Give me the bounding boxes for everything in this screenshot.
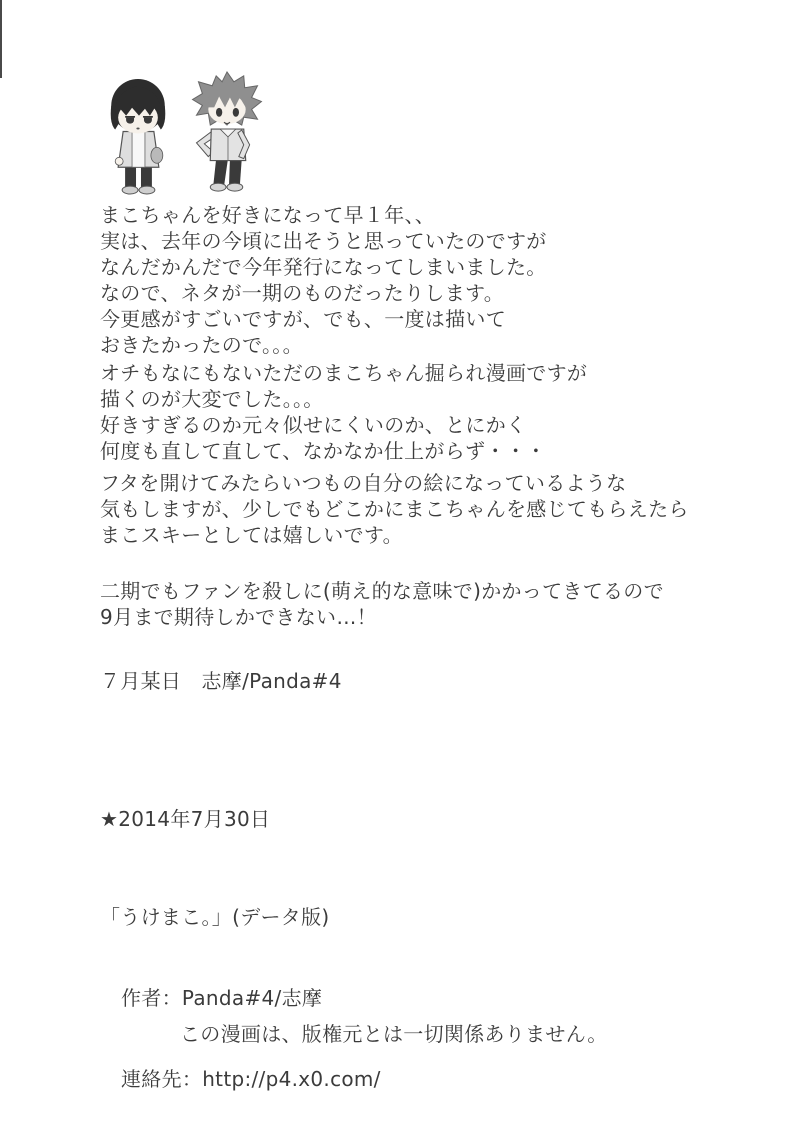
chibi-spiky-haired-character [182, 68, 272, 196]
text-line: まこちゃんを好きになって早１年、、 [100, 203, 436, 227]
booklet-title: 「うけまこ。」(データ版) [100, 905, 330, 929]
text-line: おきたかったので。。。 [100, 333, 303, 357]
text-line: 二期でもファンを殺しに(萌え的な意味で)かかってきてるので [100, 579, 664, 603]
text-line: 好きすぎるのか元々似せにくいのか、とにかく [100, 413, 527, 437]
text-line: 何度も直して直して、なかなか仕上がらず・・・ [100, 439, 547, 463]
text-line: 9月まで期待しかできない…！ [100, 605, 377, 629]
scan-artifact-line [0, 0, 2, 78]
text-line: フタを開けてみたらいつもの自分の絵になっているような [100, 471, 627, 495]
text-line: 気もしますが、少しでもどこかにまこちゃんを感じてもらえたら [100, 497, 689, 521]
colophon-block [100, 850, 381, 1130]
text-line: 今更感がすごいですが、でも、一度は描いて [100, 307, 506, 331]
text-line: 実は、去年の今頃に出そうと思っていたのですが [100, 229, 547, 253]
text-line: まこスキーとしては嬉しいです。 [100, 523, 403, 547]
signature-line: ７月某日 志摩/Panda#4 [100, 669, 342, 693]
afterword-paragraph-2 [100, 360, 587, 464]
text-line: なので、ネタが一期のものだったりします。 [100, 281, 504, 305]
contact-line: 連絡先：http://p4.x0.com/ [121, 1067, 381, 1091]
disclaimer-line: この漫画は、版権元とは一切関係ありません。 [180, 1022, 608, 1046]
afterword-paragraph-1 [100, 202, 547, 358]
text-line: 描くのが大変でした。。。 [100, 387, 324, 411]
chibi-dark-haired-character [101, 72, 176, 196]
text-line: オチもなにもないただのまこちゃん掘られ漫画ですが [100, 361, 588, 385]
chibi-illustration [101, 68, 272, 196]
text-line: なんだかんだで今年発行になってしまいました。 [100, 255, 547, 279]
afterword-paragraph-4 [100, 578, 664, 630]
release-date: ★2014年7月30日 [100, 807, 271, 831]
afterword-paragraph-3 [100, 470, 689, 548]
author-line: 作者：Panda#4/志摩 [121, 986, 323, 1010]
